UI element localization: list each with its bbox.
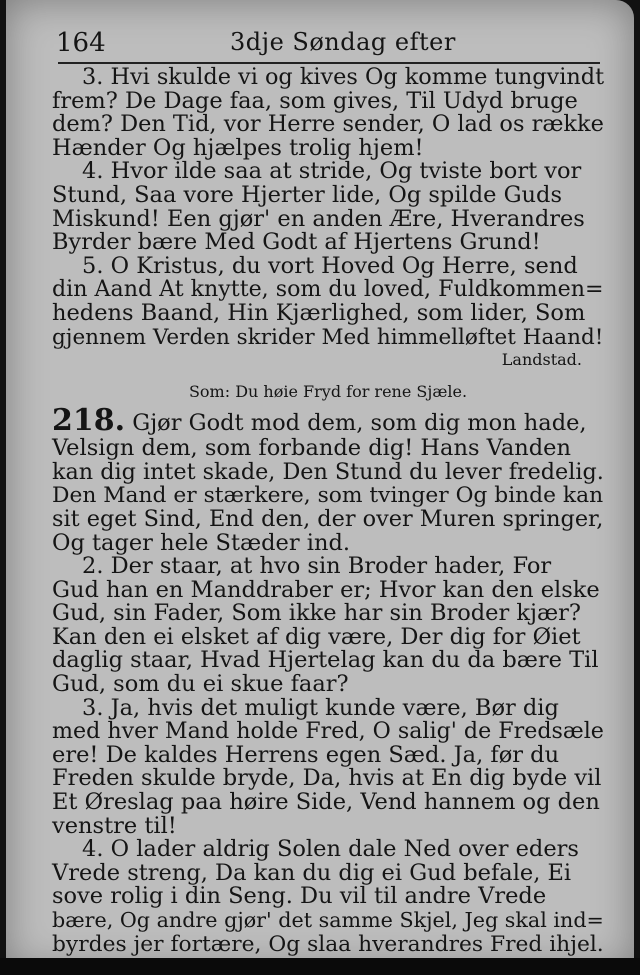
verse-line: frem? De Dage faa, som gives, Til Udyd bruge	[52, 87, 578, 114]
page-header	[52, 28, 600, 60]
verse-line: Stund, Saa vore Hjerter lide, Og spilde Guds	[52, 181, 562, 208]
page-bottom-shadow	[0, 958, 640, 975]
verse-line: kan dig intet skade, Den Stund du lever fredelig.	[52, 458, 604, 485]
verse-line: 2. Der staar, at hvo sin Broder hader, For	[82, 553, 552, 580]
verse-line: Vrede streng, Da kan du dig ei Gud befale, Ei	[52, 859, 572, 886]
verse-line: Gud, som du ei skue faar?	[52, 671, 349, 698]
verse-line: Velsign dem, som forbande dig! Hans Vanden	[52, 435, 571, 462]
verse-line: Den Mand er stærkere, som tvinger Og binde kan	[52, 483, 604, 509]
verse-line: daglig staar, Hvad Hjertelag kan du da bære Til	[52, 647, 599, 674]
hymn-number: 218.	[52, 403, 126, 439]
previous-hymn	[52, 66, 604, 371]
verse-line: 3. Ja, hvis det muligt kunde være, Bør dig	[82, 694, 559, 721]
verse-line: sit eget Sind, End den, der over Muren springer,	[52, 505, 604, 532]
verse-line: Kan den ei elsket af dig være, Der dig for Øiet	[52, 623, 581, 650]
hymn-text	[52, 66, 604, 956]
verse-line: bære, Og andre gjør' det samme Skjel, Jeg skal ind=	[52, 908, 604, 932]
verse-line: Og tager hele Stæder ind.	[52, 529, 351, 556]
hymn-first-line	[52, 403, 604, 439]
verse-line: Gjør Godt mod dem, som dig mon hade,	[132, 410, 587, 437]
verse-line: 5. O Kristus, du vort Hoved Og Herre, send	[82, 252, 578, 279]
page-number: 164	[56, 28, 106, 58]
verse-line: Freden skulde bryde, Da, hvis at En dig byde vil	[52, 765, 602, 792]
hymn-218	[52, 403, 604, 957]
verse-line: dem? Den Tid, vor Herre sender, O lad os række	[52, 111, 604, 138]
verse-line: Miskund! Een gjør' en anden Ære, Hverandres	[52, 205, 585, 232]
verse-line: sove rolig i din Seng. Du vil til andre Vrede	[52, 883, 547, 910]
verse-line: byrdes jer fortære, Og slaa hverandres Fred ihjel.	[52, 931, 604, 957]
verse-line: hedens Baand, Hin Kjærlighed, som lider, Som	[52, 299, 586, 326]
verse-line: venstre til!	[52, 812, 177, 839]
verse-line: Et Øreslag paa høire Side, Vend hannem og den	[52, 789, 600, 816]
verse-line: Byrder bære Med Godt af Hjertens Grund!	[52, 229, 541, 256]
melody-note: Som: Du høie Fryd for rene Sjæle.	[188, 382, 468, 402]
hymn-author: Landstad.	[501, 350, 582, 370]
verse-line: Gud, sin Fader, Som ikke har sin Broder kjær?	[52, 600, 581, 627]
verse-line: 4. Hvor ilde saa at stride, Og tviste bort vor	[82, 158, 582, 185]
verse-line: 4. O lader aldrig Solen dale Ned over eders	[82, 836, 579, 863]
verse-line: 3. Hvi skulde vi og kives Og komme tungvindt	[82, 64, 605, 90]
verse-line: Hænder Og hjælpes trolig hjem!	[52, 134, 424, 161]
running-head: 3dje Søndag efter	[230, 28, 456, 56]
verse-line: gjennem Verden skrider Med himmelløftet Haand!	[52, 324, 604, 350]
verse-line: ere! De kaldes Herrens egen Sæd. Ja, før du	[52, 741, 560, 768]
verse-line: din Aand At knytte, som du loved, Fuldkommen=	[52, 276, 604, 303]
verse-line: med hver Mand holde Fred, O salig' de Fredsæle	[52, 718, 604, 745]
verse-line: Gud han en Manddraber er; Hvor kan den elske	[52, 576, 600, 603]
